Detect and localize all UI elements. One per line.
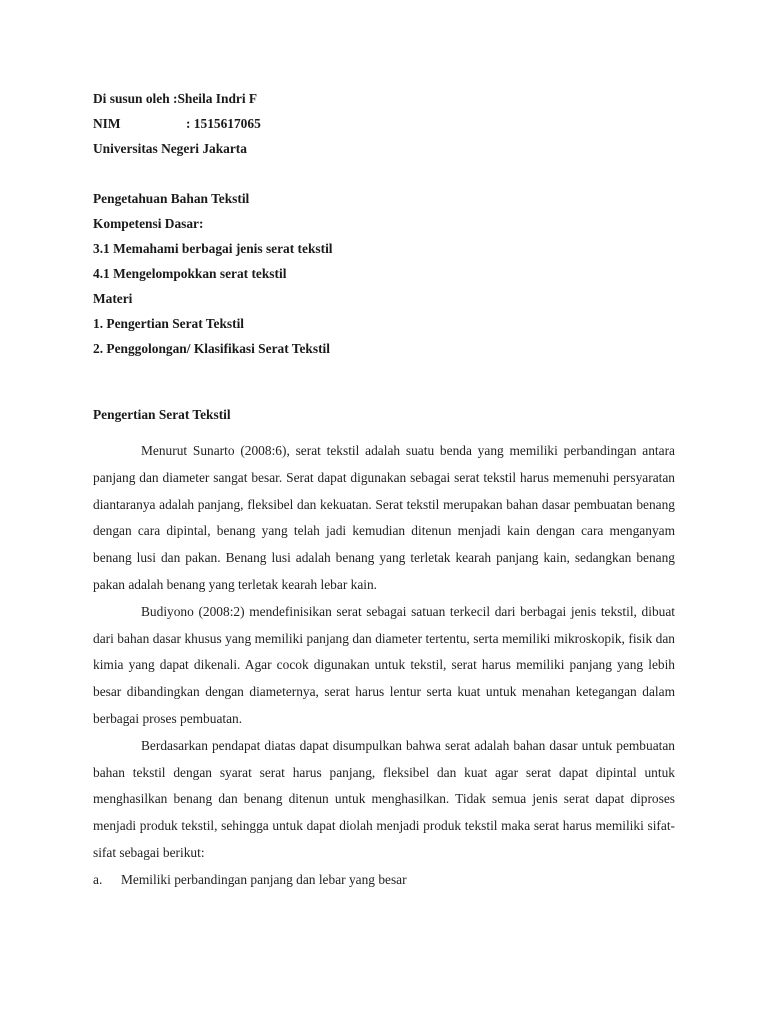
section-heading: Pengertian Serat Tekstil — [93, 407, 231, 422]
list-marker: a. — [93, 871, 103, 887]
competency-heading: Kompetensi Dasar: — [93, 216, 204, 231]
author-label: Di susun oleh : — [93, 91, 178, 106]
section-body — [93, 438, 675, 894]
list-item-text: Memiliki perbandingan panjang dan lebar yang besar — [121, 871, 407, 887]
course-title: Pengetahuan Bahan Tekstil — [93, 191, 250, 206]
nim-value: : 1515617065 — [186, 116, 261, 131]
materi-heading: Materi — [93, 291, 133, 306]
nim-label: NIM — [93, 116, 121, 131]
paragraph: Budiyono (2008:2) mendefinisikan serat sebagai satuan terkecil dari berbagai jenis tekstil, dibuat dari bahan dasar khusus yang memiliki panjang dan diameter tertentu, serta memiliki mikroskopik, fisik dan kimia yang dapat dikenali. Agar cocok digunakan untuk tekstil, serat harus memiliki panjang yang lebih besar dibandingkan dengan diameternya, serat harus lentur serta kuat untuk menahan ketegangan dalam berbagai proses pembuatan. — [93, 603, 675, 726]
course-info — [93, 186, 683, 361]
paragraph: Berdasarkan pendapat diatas dapat disumpulkan bahwa serat adalah bahan dasar untuk pembuatan bahan tekstil dengan syarat serat harus panjang, fleksibel dan kuat agar serat dapat dipintal untuk menghasilkan benang dan benang ditenun untuk menghasilkan. Tidak semua jenis serat dapat diproses menjadi produk tekstil, sehingga untuk dapat diolah menjadi produk tekstil maka serat harus memiliki sifat-sifat sebagai berikut: — [93, 737, 675, 860]
author-line — [93, 86, 683, 111]
competency-item-1: 3.1 Memahami berbagai jenis serat tekstil — [93, 241, 333, 256]
materi-item-2: 2. Penggolongan/ Klasifikasi Serat Tekstil — [93, 341, 330, 356]
list-item — [93, 867, 675, 894]
materi-item-1: 1. Pengertian Serat Tekstil — [93, 316, 245, 331]
author-name: Sheila Indri F — [177, 91, 258, 106]
university-name: Universitas Negeri Jakarta — [93, 141, 247, 156]
paragraph: Menurut Sunarto (2008:6), serat tekstil adalah suatu benda yang memiliki perbandingan antara panjang dan diameter sangat besar. Serat dapat digunakan sebagai serat tekstil harus memenuhi persyaratan diantaranya adalah panjang, fleksibel dan kekuatan. Serat tekstil merupakan bahan dasar pembuatan benang dengan cara dipintal, benang yang telah jadi kemudian ditenun menjadi kain dengan cara menganyam benang lusi dan pakan. Benang lusi adalah benang yang terletak kearah panjang kain, sedangkan benang pakan adalah benang yang terletak kearah lebar kain. — [93, 443, 675, 592]
author-info — [93, 86, 683, 161]
nim-line — [93, 111, 683, 136]
competency-item-2: 4.1 Mengelompokkan serat tekstil — [93, 266, 287, 281]
